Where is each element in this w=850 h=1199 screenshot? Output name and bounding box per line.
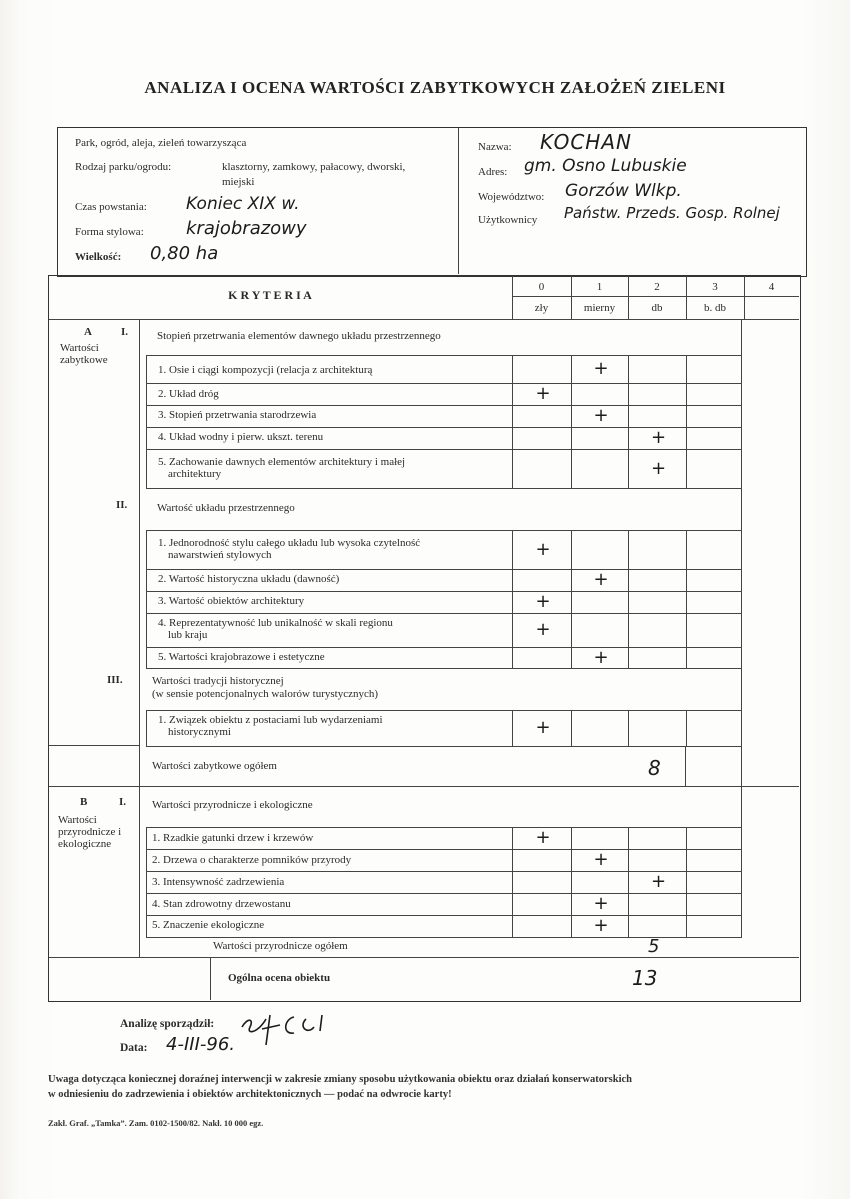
mark-a2-4: + — [535, 619, 551, 640]
wielkosc-value: 0,80 ha — [150, 243, 219, 264]
row-a3-1: 1. Związek obiektu z postaciami lub wydarzeniami — [158, 714, 383, 726]
grade-0: zły — [534, 302, 549, 314]
row-a2-1b: nawarstwień stylowych — [168, 549, 272, 561]
section-b1-title: Wartości przyrodnicze i ekologiczne — [152, 799, 313, 811]
mark-b1-5: + — [593, 915, 609, 936]
mark-a2-5: + — [593, 646, 609, 668]
row-a2-3: 3. Wartość obiektów architektury — [158, 595, 305, 607]
row-b1-1: 1. Rzadkie gatunki drzew i krzewów — [152, 832, 314, 844]
section-a3-title-2: (w sensie potencjonalnych walorów turystycznych) — [152, 688, 379, 700]
section-b1-num: I. — [119, 796, 127, 808]
mark-b1-3: + — [651, 871, 667, 892]
adres-label: Adres: — [478, 166, 508, 178]
data-label: Data: — [120, 1042, 148, 1054]
grade-3: b. db — [704, 302, 726, 314]
section-a1-num: I. — [121, 326, 129, 338]
wojewodztwo-label: Województwo: — [478, 191, 545, 203]
note-line-2: w odniesieniu do zadrzewienia i obiektów architektonicznych — podać na odwrocie karty! — [48, 1089, 452, 1100]
row-a2-4b: lub kraju — [168, 629, 208, 641]
note-line-1: Uwaga dotycząca koniecznej doraźnej interwencji w zakresie zmiany sposobu użytkowania obiektu oraz działań konserwatorskich — [48, 1074, 632, 1085]
park-types-label: Park, ogród, aleja, zieleń towarzysząca — [75, 137, 247, 149]
adres-value: gm. Osno Lubuskie — [524, 156, 687, 176]
row-a3-1b: historycznymi — [168, 726, 231, 738]
grade-1: mierny — [583, 302, 616, 314]
score-3: 3 — [712, 281, 718, 293]
total-zabytkowe-label: Wartości zabytkowe ogółem — [152, 760, 277, 772]
wielkosc-label: Wielkość: — [75, 251, 122, 263]
mark-a1-5: + — [651, 457, 667, 479]
section-a3-num: III. — [107, 674, 123, 686]
forma-label: Forma stylowa: — [75, 226, 144, 238]
row-a1-4: 4. Układ wodny i pierw. ukszt. terenu — [158, 431, 324, 443]
row-b1-3: 3. Intensywność zadrzewienia — [152, 876, 285, 888]
mark-b1-2: + — [593, 849, 609, 870]
mark-a2-1: + — [535, 538, 551, 560]
row-a1-5: 5. Zachowanie dawnych elementów architektury i małej — [158, 456, 406, 468]
forma-value: krajobrazowy — [186, 218, 307, 239]
mark-a1-1: + — [593, 358, 609, 379]
row-a1-5b: architektury — [168, 468, 222, 480]
nazwa-label: Nazwa: — [478, 141, 512, 153]
grade-2: db — [651, 302, 663, 314]
analize-label: Analizę sporządził: — [120, 1018, 215, 1030]
mark-a1-4: + — [651, 427, 667, 448]
rodzaj-options: klasztorny, zamkowy, pałacowy, dworski, — [222, 161, 406, 173]
total-przyrodnicze-label: Wartości przyrodnicze ogółem — [213, 940, 348, 952]
score-1: 1 — [596, 281, 603, 293]
total-przyrodnicze-value: 5 — [648, 936, 660, 957]
print-info: Zakł. Graf. „Tamka”. Zam. 0102-1500/82. Nakł. 10 000 egz. — [48, 1118, 264, 1128]
row-b1-4: 4. Stan zdrowotny drzewostanu — [152, 898, 291, 910]
total-zabytkowe-value: 8 — [648, 756, 661, 780]
total-ogolna-value: 13 — [632, 966, 658, 990]
row-a1-1: 1. Osie i ciągi kompozycji (relacja z architekturą — [158, 364, 373, 376]
criteria-header-label: K R Y T E R I A — [228, 288, 312, 302]
row-a1-3: 3. Stopień przetrwania starodrzewia — [158, 409, 317, 421]
section-b-letter: B — [80, 796, 88, 808]
wojewodztwo-value: Gorzów Wlkp. — [565, 181, 682, 201]
czas-label: Czas powstania: — [75, 201, 147, 213]
score-0: 0 — [538, 281, 545, 293]
section-a3-title: Wartości tradycji historycznej — [152, 675, 284, 687]
section-a1-title: Stopień przetrwania elementów dawnego układu przestrzennego — [157, 330, 441, 342]
section-a2-title: Wartość układu przestrzennego — [157, 502, 295, 514]
row-a2-1: 1. Jednorodność stylu całego układu lub wysoka czytelność — [158, 537, 421, 549]
rodzaj-options-2: miejski — [222, 176, 255, 188]
score-2: 2 — [654, 281, 660, 293]
section-a-name: Wartości zabytkowe — [60, 342, 108, 366]
row-a1-2: 2. Układ dróg — [158, 388, 219, 400]
total-ogolna-label: Ogólna ocena obiektu — [228, 972, 331, 984]
row-a2-2: 2. Wartość historyczna układu (dawność) — [158, 573, 340, 585]
mark-b1-1: + — [535, 827, 551, 848]
mark-a3-1: + — [535, 717, 551, 738]
section-a-letter: A — [84, 326, 92, 338]
nazwa-value: KOCHAN — [540, 130, 632, 154]
section-a2-num: II. — [116, 499, 128, 511]
data-value: 4-III-96. — [166, 1034, 235, 1055]
section-b-name: Wartości przyrodnicze i ekologiczne — [58, 814, 122, 850]
row-a2-5: 5. Wartości krajobrazowe i estetyczne — [158, 651, 325, 663]
mark-a2-2: + — [593, 569, 609, 590]
row-a2-4: 4. Reprezentatywność lub unikalność w skali regionu — [158, 617, 393, 629]
score-4: 4 — [768, 281, 775, 293]
mark-a1-3: + — [593, 405, 609, 426]
row-b1-5: 5. Znaczenie ekologiczne — [152, 919, 265, 931]
czas-value: Koniec XIX w. — [186, 194, 300, 214]
uzytkownicy-value: Państw. Przeds. Gosp. Rolnej — [564, 204, 780, 222]
signature — [236, 1005, 346, 1050]
uzytkownicy-label: Użytkownicy — [478, 214, 538, 226]
page-title: ANALIZA I OCENA WARTOŚCI ZABYTKOWYCH ZAŁOŻEŃ ZIELENI — [144, 78, 726, 97]
rodzaj-label: Rodzaj parku/ogrodu: — [75, 161, 172, 173]
mark-b1-4: + — [593, 893, 609, 914]
row-b1-2: 2. Drzewa o charakterze pomników przyrody — [152, 854, 352, 866]
mark-a2-3: + — [535, 591, 551, 612]
mark-a1-2: + — [535, 383, 551, 404]
